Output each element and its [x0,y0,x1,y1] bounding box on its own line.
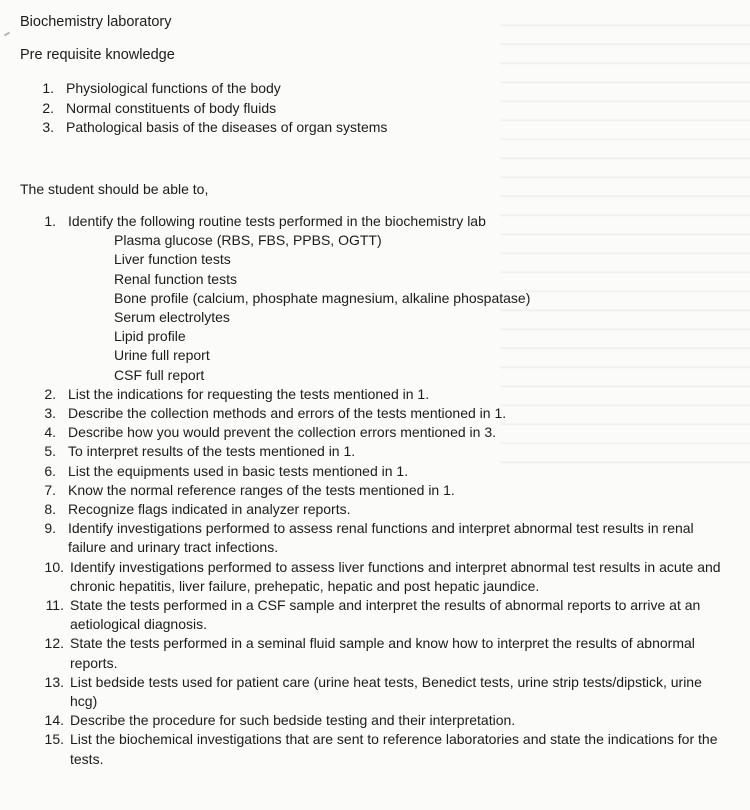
list-item [0,212,750,385]
list-number: 3. [44,405,56,422]
list-item [0,730,750,768]
list-item-text: Physiological functions of the body [66,80,281,96]
list-item-text: List the biochemical investigations that are sent to reference laboratories and state the indications for the tests. [70,731,718,767]
list-item [0,558,750,596]
routine-test-item: Liver function tests [114,251,231,268]
list-number: 1. [44,213,56,229]
list-number: 9. [44,520,56,537]
list-item [0,442,750,461]
list-item [0,673,750,711]
list-number: 2. [44,385,56,402]
list-item [0,462,750,481]
routine-test-item: Lipid profile [114,328,186,345]
list-number: 8. [44,501,56,518]
list-item-text: List the indications for requesting the tests mentioned in 1. [68,385,430,402]
list-item [0,481,750,500]
routine-test-item: CSF full report [114,366,205,383]
list-number: 6. [44,462,56,479]
list-item-text: Describe how you would prevent the collection errors mentioned in 3. [68,424,497,441]
list-item-text: List bedside tests used for patient care (urine heat tests, Benedict tests, urine strip tests/dipstick, urine hcg) [70,673,702,710]
list-item-text: Describe the procedure for such bedside testing and their interpretation. [70,712,516,729]
list-number: 12. [44,635,64,652]
list-item [0,711,750,730]
list-item-text: State the tests performed in a CSF sample and interpret the results of abnormal reports to arrive at an aetiological diagnosis. [70,597,701,633]
routine-tests-list [68,231,726,385]
list-number: 5. [44,443,56,460]
list-number: 14. [44,712,64,729]
routine-test-item: Renal function tests [114,270,237,287]
list-item-text: Identify investigations performed to assess renal functions and interpret abnormal test results in renal failure and urinary tract infections. [68,520,694,556]
list-item-text: Recognize flags indicated in analyzer reports. [68,501,351,518]
routine-test-item: Urine full report [114,347,210,364]
prerequisite-heading: Pre requisite knowledge [20,47,175,63]
list-number: 3. [42,119,54,135]
list-item-text: Normal constituents of body fluids [66,99,277,116]
list-number: 1. [42,80,54,96]
scan-mark [4,32,10,37]
routine-test-item: Plasma glucose (RBS, FBS, PPBS, OGTT) [114,232,382,249]
objectives-list [0,212,750,769]
list-item-text: Know the normal reference ranges of the tests mentioned in 1. [68,481,455,498]
list-item [0,385,750,404]
list-item [0,118,387,138]
list-item [0,423,750,442]
routine-test-item: Serum electrolytes [114,309,230,326]
list-item-text: Identify investigations performed to assess liver functions and interpret abnormal test results in acute and chronic hepatitis, liver failure, prehepatic, hepatic and post hepatic jaundice. [70,558,721,594]
list-item [0,99,387,119]
list-item [0,519,750,557]
list-number: 2. [42,99,54,116]
list-item-text: Pathological basis of the diseases of organ systems [66,119,388,135]
list-number: 4. [44,424,56,441]
list-number: 13. [44,673,64,690]
objectives-intro: The student should be able to, [20,181,209,197]
list-number: 11. [45,597,64,614]
list-number: 10. [44,558,64,575]
list-number: 15. [44,731,64,748]
list-item-text: Describe the collection methods and errors of the tests mentioned in 1. [68,405,507,422]
list-number: 7. [44,481,56,498]
prerequisite-list [0,79,387,138]
list-item [0,596,750,634]
routine-test-item: Bone profile (calcium, phosphate magnesium, alkaline phospatase) [114,289,531,306]
list-item [0,404,750,423]
list-item [0,79,387,99]
list-item [0,500,750,519]
page-title: Biochemistry laboratory [20,14,172,30]
list-item-text: List the equipments used in basic tests mentioned in 1. [68,462,409,479]
list-item-text: To interpret results of the tests mentioned in 1. [68,443,356,460]
list-item-text: Identify the following routine tests performed in the biochemistry lab [68,213,486,229]
list-item-text: State the tests performed in a seminal fluid sample and know how to interpret the results of abnormal reports. [70,635,695,671]
list-item [0,634,750,672]
